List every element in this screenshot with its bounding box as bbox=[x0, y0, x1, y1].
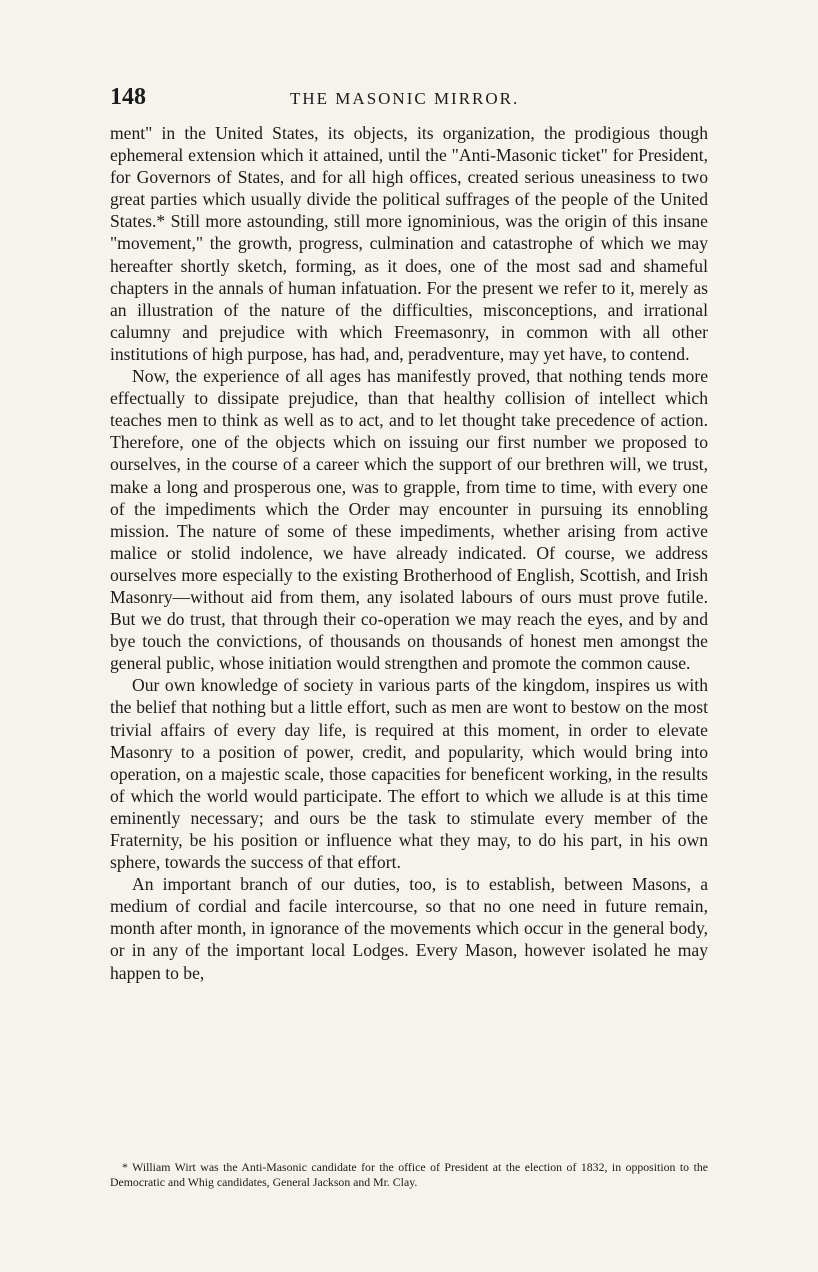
footnote-text: * William Wirt was the Anti-Masonic candidate for the office of President at the election of 1832, in opposition to the Democratic and Whig candidates, General Jackson and Mr. Clay. bbox=[110, 1160, 708, 1189]
page-header bbox=[110, 84, 710, 118]
paragraph-3: Our own knowledge of society in various parts of the kingdom, inspires us with the belief that nothing but a little effort, such as men are wont to bestow on the most trivial affairs of every day life, is required at this moment, in order to elevate Masonry to a position of power, credit, and popularity, which would bring into operation, on a majestic scale, those capacities for beneficent working, in the results of which the world would participate. The effort to which we allude is at this time eminently necessary; and ours be the task to stimulate every member of the Fraternity, be his position or influence what they may, to do his part, in his own sphere, towards the success of that effort. bbox=[110, 675, 708, 873]
page-number: 148 bbox=[110, 84, 146, 110]
running-head: THE MASONIC MIRROR. bbox=[290, 89, 520, 108]
paragraph-4: An important branch of our duties, too, is to establish, between Masons, a medium of cordial and facile intercourse, so that no one need in future remain, month after month, in ignorance of the movements which occur in the general body, or in any of the important local Lodges. Every Mason, however isolated he may happen to be, bbox=[110, 874, 708, 983]
paragraph-2: Now, the experience of all ages has manifestly proved, that nothing tends more effectually to dissipate prejudice, than that healthy collision of intellect which teaches men to think as well as to act, and to let thought take precedence of action. Therefore, one of the objects which on issuing our first number we proposed to ourselves, in the course of a career which the support of our brethren will, we trust, make a long and prosperous one, was to grapple, from time to time, with every one of the impediments which the Order may encounter in pursuing its ennobling mission. The nature of some of these impediments, whether arising from active malice or stolid indolence, we have already indicated. Of course, we address ourselves more especially to the existing Brotherhood of English, Scottish, and Irish Masonry—without aid from them, any isolated labours of ours must prove futile. But we do trust, that through their co-operation we may reach the eyes, and by and bye touch the convictions, of thousands on thousands of honest men amongst the general public, whose initiation would strengthen and promote the common cause. bbox=[110, 366, 708, 674]
paragraph-1: ment" in the United States, its objects, its organization, the prodigious though ephemeral extension which it attained, until the "Anti-Masonic ticket" for President, for Governors of States, and for all high offices, created serious uneasiness to two great parties which usually divide the political suffrages of the people of the United States.* Still more astounding, still more ignominious, was the origin of this insane "movement," the growth, progress, culmination and catastrophe of which we may hereafter shortly sketch, forming, as it does, one of the most sad and shameful chapters in the annals of human infatuation. For the present we refer to it, merely as an illustration of the nature of the difficulties, misconceptions, and irrational calumny and prejudice with which Freemasonry, in common with all other institutions of high purpose, has had, and, peradventure, may yet have, to contend. bbox=[110, 123, 708, 364]
footnote bbox=[110, 1160, 708, 1190]
body-text bbox=[110, 122, 708, 984]
